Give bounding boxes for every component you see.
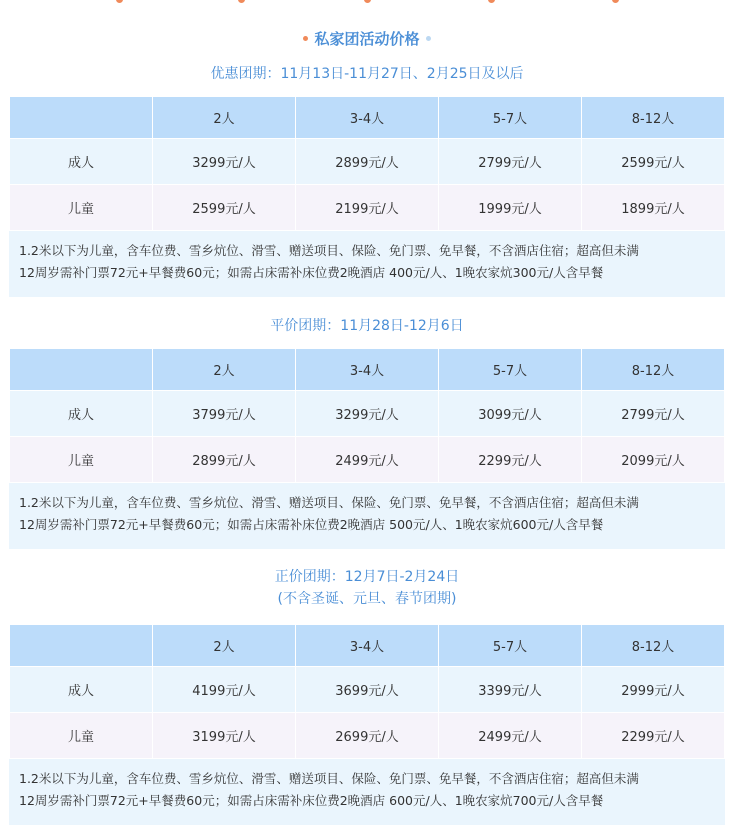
price-cell: 2799元/人	[439, 139, 582, 185]
note-line: 12周岁需补门票72元+早餐费60元；如需占床需补床位费2晚酒店 400元/人、1晚农家炕300元/人含早餐	[19, 265, 604, 280]
note-box	[9, 483, 725, 549]
header-cell: 2人	[153, 625, 296, 667]
table-header-row	[10, 349, 725, 391]
price-cell: 2899元/人	[153, 437, 296, 483]
note-line: 1.2米以下为儿童，含车位费、雪乡炕位、滑雪、赠送项目、保险、免门票、免早餐，不含酒店住宿；超高但未满	[19, 771, 639, 786]
header-cell: 5-7人	[439, 97, 582, 139]
row-label: 成人	[10, 391, 153, 437]
table-row	[10, 185, 725, 231]
header-cell: 5-7人	[439, 349, 582, 391]
header-cell: 3-4人	[296, 349, 439, 391]
note-line: 1.2米以下为儿童，含车位费、雪乡炕位、滑雪、赠送项目、保险、免门票、免早餐，不含酒店住宿；超高但未满	[19, 243, 639, 258]
price-cell: 1899元/人	[582, 185, 725, 231]
price-cell: 3299元/人	[153, 139, 296, 185]
table-header-row	[10, 97, 725, 139]
row-label: 儿童	[10, 437, 153, 483]
price-cell: 2299元/人	[582, 713, 725, 759]
price-cell: 3399元/人	[439, 667, 582, 713]
table-row	[10, 139, 725, 185]
price-cell: 2899元/人	[296, 139, 439, 185]
note-line: 12周岁需补门票72元+早餐费60元；如需占床需补床位费2晚酒店 600元/人、1晚农家炕700元/人含早餐	[19, 793, 604, 808]
price-cell: 3299元/人	[296, 391, 439, 437]
row-label: 儿童	[10, 713, 153, 759]
row-label: 儿童	[10, 185, 153, 231]
price-cell: 2799元/人	[582, 391, 725, 437]
decor-dot	[364, 0, 371, 3]
section-title	[0, 26, 734, 50]
header-cell	[10, 349, 153, 391]
row-label: 成人	[10, 139, 153, 185]
note-box	[9, 231, 725, 297]
header-cell: 5-7人	[439, 625, 582, 667]
price-cell: 2299元/人	[439, 437, 582, 483]
price-cell: 2499元/人	[439, 713, 582, 759]
price-table	[9, 624, 725, 759]
price-table	[9, 348, 725, 483]
price-cell: 2599元/人	[153, 185, 296, 231]
table-row	[10, 391, 725, 437]
row-label: 成人	[10, 667, 153, 713]
price-cell: 1999元/人	[439, 185, 582, 231]
title-dot-right-icon	[426, 36, 431, 41]
price-cell: 3099元/人	[439, 391, 582, 437]
price-section-2	[9, 314, 725, 549]
decor-dot	[238, 0, 245, 3]
price-section-1	[9, 62, 725, 297]
table-row	[10, 667, 725, 713]
header-cell: 2人	[153, 97, 296, 139]
table-row	[10, 713, 725, 759]
header-cell	[10, 625, 153, 667]
header-cell: 3-4人	[296, 625, 439, 667]
table-header-row	[10, 625, 725, 667]
note-line: 1.2米以下为儿童，含车位费、雪乡炕位、滑雪、赠送项目、保险、免门票、免早餐，不含酒店住宿；超高但未满	[19, 495, 639, 510]
price-cell: 2699元/人	[296, 713, 439, 759]
header-cell: 8-12人	[582, 625, 725, 667]
period-label: 正价团期：12月7日-2月24日	[274, 569, 460, 585]
header-cell	[10, 97, 153, 139]
title-dot-left-icon	[303, 36, 308, 41]
price-cell: 2499元/人	[296, 437, 439, 483]
price-cell: 2099元/人	[582, 437, 725, 483]
period-label: 优惠团期：11月13日-11月27日、2月25日及以后	[210, 66, 524, 82]
price-cell: 3799元/人	[153, 391, 296, 437]
header-cell: 8-12人	[582, 97, 725, 139]
price-section-3	[9, 566, 725, 825]
period-label: 平价团期：11月28日-12月6日	[270, 318, 464, 334]
header-cell: 3-4人	[296, 97, 439, 139]
price-table	[9, 96, 725, 231]
note-box	[9, 759, 725, 825]
decor-dot	[612, 0, 619, 3]
price-cell: 2999元/人	[582, 667, 725, 713]
price-cell: 3699元/人	[296, 667, 439, 713]
price-cell: 2599元/人	[582, 139, 725, 185]
price-cell: 2199元/人	[296, 185, 439, 231]
section-title-text: 私家团活动价格	[314, 29, 420, 48]
top-decoration	[0, 0, 734, 8]
decor-dot	[488, 0, 495, 3]
decor-dot	[116, 0, 123, 3]
price-cell: 3199元/人	[153, 713, 296, 759]
header-cell: 2人	[153, 349, 296, 391]
header-cell: 8-12人	[582, 349, 725, 391]
table-row	[10, 437, 725, 483]
period-sub-label: (不含圣诞、元旦、春节团期)	[277, 591, 457, 607]
price-cell: 4199元/人	[153, 667, 296, 713]
note-line: 12周岁需补门票72元+早餐费60元；如需占床需补床位费2晚酒店 500元/人、1晚农家炕600元/人含早餐	[19, 517, 604, 532]
